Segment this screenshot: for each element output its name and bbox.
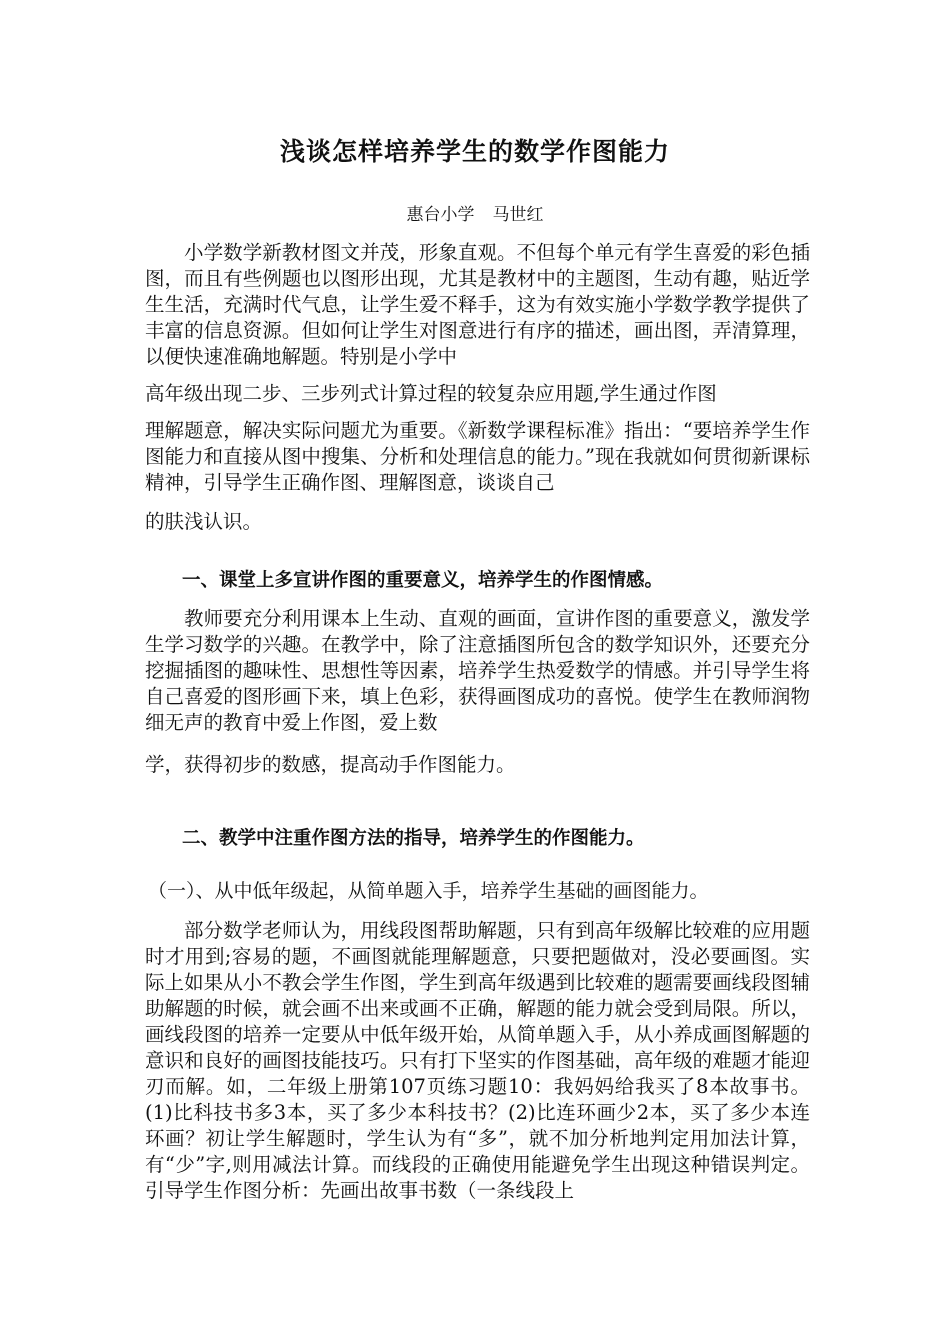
author-name: 马世红 — [492, 205, 544, 225]
intro-paragraph-line4: 的肤浅认识。 — [145, 510, 263, 533]
section1-paragraph-part1: 教师要充分利用课本上生动、直观的画面，宣讲作图的重要意义，激发学生学习数学的兴趣。在教学中，除了注意插图所包含的数学知识外，还要充分挖掘插图的趣味性、思想性等因素，培养学生热爱数学的情感。并引导学生将自己喜爱的图形画下来，填上色彩，获得画图成功的喜悦。使学生在教师润物细无声的教育中爱上作图，爱上数 — [145, 607, 810, 734]
section2-body-paragraph: 部分数学老师认为，用线段图帮助解题，只有到高年级解比较难的应用题时才用到;容易的题，不画图就能理解题意，只要把题做对，没必要画图。实际上如果从小不教会学生作图，学生到高年级遇到比较难的题需要画线段图辅助解题的时候，就会画不出来或画不正确，解题的能力就会受到局限。所以，画线段图的培养一定要从中低年级开始，从简单题入手，从小养成画图解题的意识和良好的画图技能技巧。只有打下坚实的作图基础，高年级的难题才能迎刃而解。如，二年级上册第107页练习题10：我妈妈给我买了8本故事书。(1)比科技书多3本，买了多少本科技书？(2)比连环画少2本，买了多少本连环画？初让学生解题时，学生认为有“多”，就不加分析地判定用加法计算，有“少”字,则用减法计算。而线段的正确使用能避免学生出现这种错误判定。引导学生作图分析：先画出故事书数（一条线段上 — [145, 919, 810, 1202]
intro-paragraph-line2: 高年级出现二步、三步列式计算过程的较复杂应用题,学生通过作图 — [145, 382, 717, 405]
section1-heading: 一、课堂上多宣讲作图的重要意义，培养学生的作图情感。 — [182, 570, 664, 591]
section1-paragraph-line2: 学，获得初步的数感，提高动手作图能力。 — [145, 753, 516, 776]
author-school: 惠台小学 — [406, 205, 475, 225]
document-title: 浅谈怎样培养学生的数学作图能力 — [279, 137, 670, 166]
section2-subheading: （一）、从中低年级起，从简单题入手，培养学生基础的画图能力。 — [148, 880, 709, 902]
intro-paragraph-part3: 理解题意，解决实际问题尤为重要。《新数学课程标准》指出：“要培养学生作图能力和直接从图中搜集、分析和处理信息的能力。”现在我就如何贯彻新课标精神，引导学生正确作图、理解图意，谈谈自己 — [145, 419, 810, 494]
author-line — [0, 200, 950, 225]
intro-paragraph-part1: 小学数学新教材图文并茂，形象直观。不但每个单元有学生喜爱的彩色插图，而且有些例题也以图形出现，尤其是教材中的主题图，生动有趣，贴近学生生活，充满时代气息，让学生爱不释手，这为有效实施小学数学教学提供了丰富的信息资源。但如何让学生对图意进行有序的描述，画出图，弄清算理，以便快速准确地解题。特别是小学中 — [145, 241, 810, 368]
section2-heading: 二、教学中注重作图方法的指导，培养学生的作图能力。 — [182, 828, 645, 849]
